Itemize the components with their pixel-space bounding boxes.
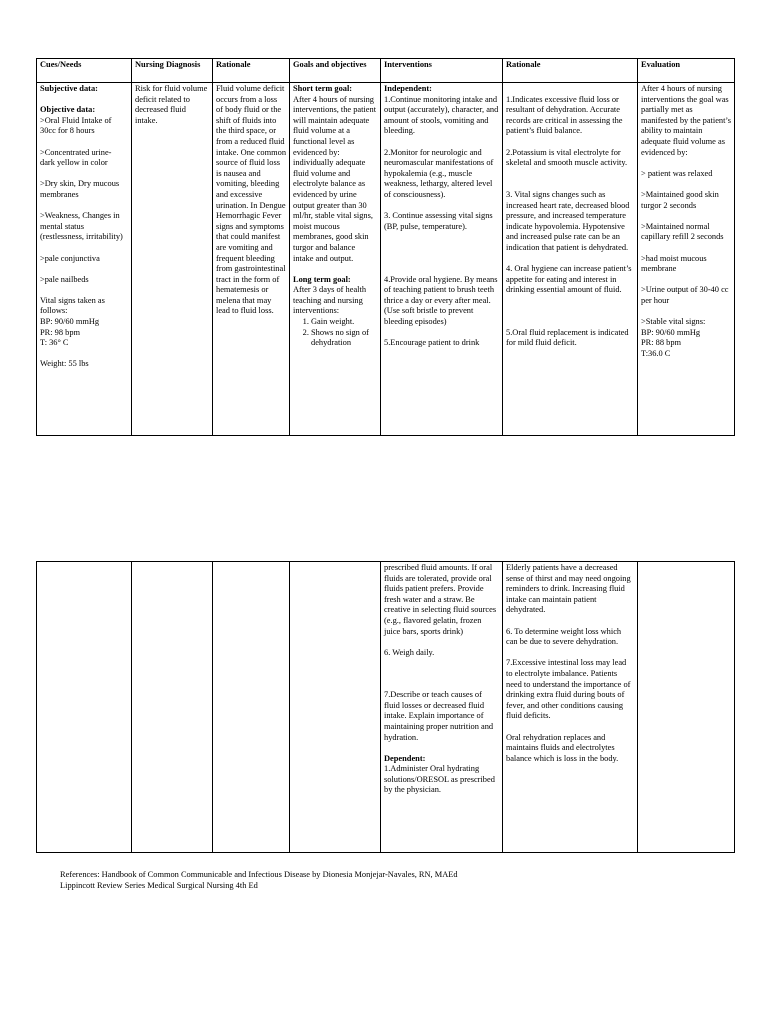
header-cues: Cues/Needs [37, 59, 132, 83]
cue-item: >pale nailbeds [40, 274, 89, 284]
rationale-item: 4. Oral hygiene can increase patient’s appetite for eating and interest in drinking essential amount of fluid. [506, 264, 632, 295]
goal-list [293, 317, 377, 349]
header-rationale-2: Rationale [503, 59, 638, 83]
header-evaluation: Evaluation [638, 59, 735, 83]
goals-cell [290, 83, 381, 436]
weight: Weight: 55 lbs [40, 359, 89, 369]
header-rationale: Rationale [213, 59, 290, 83]
intervention-item: 1.Continue monitoring intake and output (accurately), character, and amount of stools, vomiting and bleeding. [384, 94, 499, 136]
long-term-goal-label: Long term goal: [293, 274, 351, 284]
rationale-item: Elderly patients have a decreased sense of thirst and may need ongoing reminders to drink. Increasing fluid intake can maintain patient dehydrated. [506, 563, 631, 615]
header-goals: Goals and objectives [290, 59, 381, 83]
rationale-2-cell [503, 83, 638, 436]
rationale-item: 1.Indicates excessive fluid loss or resultant of dehydration. Accurate records are critical in assessing the patient’s fluid balance. [506, 94, 623, 136]
evaluation-vitals-label: >Stable vital signs: [641, 317, 706, 327]
header-row [37, 59, 735, 83]
vitals-label: Vital signs taken as follows: [40, 295, 105, 316]
vital-bp: BP: 90/60 mmHg [40, 317, 100, 327]
diagnosis-text: Risk for fluid volume deficit related to decreased fluid intake. [135, 84, 208, 125]
content-row [37, 83, 735, 436]
independent-label: Independent: [384, 84, 432, 93]
cue-item: >pale conjunctiva [40, 253, 100, 263]
care-plan-table-part2 [36, 561, 735, 853]
intervention-item: 3. Continue assessing vital signs (BP, pulse, temperature). [384, 211, 493, 231]
intervention-item: 2.Monitor for neurologic and neuromascular manifestations of hypokalemia (e.g., muscle weakness, lethargy, altered level of consciousness). [384, 147, 494, 199]
evaluation-cell [638, 83, 735, 436]
vital-pr: PR: 98 bpm [40, 327, 81, 337]
objective-label: Objective data: [40, 105, 96, 115]
rationale-item: 7.Excessive intestinal loss may lead to electrolyte imbalance. Patients need to understand the importance of drinking extra fluid during bouts of fever, and other conditions causing fluid deficits. [506, 658, 631, 721]
intervention-item: 4.Provide oral hygiene. By means of teaching patient to brush teeth thrice a day or every after meal. (Use soft bristle to prevent bleeding episodes) [384, 274, 498, 327]
reference-line: References: Handbook of Common Communicable and Infectious Disease by Dionesia Monjejar-Navales, RN, MAEd [60, 870, 458, 879]
reference-line: Lippincott Review Series Medical Surgical Nursing 4th Ed [60, 881, 258, 890]
evaluation-item: >had moist mucous membrane [641, 253, 707, 274]
evaluation-intro: After 4 hours of nursing interventions the goal was partially met as manifested by the patient’s ability to maintain adequate fluid volume as evidenced by: [641, 84, 732, 157]
references [60, 869, 458, 891]
rationale-cell [213, 83, 290, 436]
long-term-goal-text: After 3 days of health teaching and nursing interventions: [293, 285, 367, 316]
cues-cell [37, 83, 132, 436]
diagnosis-cell [132, 83, 213, 436]
evaluation-item: >Maintained good skin turgor 2 seconds [641, 189, 719, 210]
interventions-cell [381, 83, 503, 436]
intervention-item: 1.Administer Oral hydrating solutions/ORESOL as prescribed by the physician. [384, 764, 495, 795]
cue-item: >Weakness, Changes in mental status (restlessness, irritability) [40, 211, 123, 242]
subjective-label: Subjective data: [40, 84, 98, 93]
rationale-item: 6. To determine weight loss which can be due to severe dehydration. [506, 626, 622, 647]
rationale-cell-empty [213, 562, 290, 853]
cues-cell-empty [37, 562, 132, 853]
evaluation-item: >Maintained normal capillary refill 2 seconds [641, 221, 724, 242]
intervention-item: prescribed fluid amounts. If oral fluids are tolerated, provide oral fluids patient prefers. Provide fresh water and a straw. Be creative in selecting fluid sources (e.g., flavored gelatin, frozen juice bars, sports drink) [384, 563, 497, 636]
rationale-2-cell-continued [503, 562, 638, 853]
content-row-continued [37, 562, 735, 853]
diagnosis-cell-empty [132, 562, 213, 853]
intervention-item: 6. Weigh daily. [384, 647, 435, 657]
evaluation-cell-empty [638, 562, 735, 853]
cue-item: >Dry skin, Dry mucous membranes [40, 179, 120, 199]
rationale-item: Oral rehydration replaces and maintains fluids and electrolytes balance which is loss in the body. [506, 732, 619, 763]
evaluation-pr: PR: 88 bpm [641, 338, 682, 348]
header-diagnosis: Nursing Diagnosis [132, 59, 213, 83]
rationale-item: 3. Vital signs changes such as increased heart rate, decreased blood pressure, and increased temperature indicate hypovolemia. Hypotensive and increased pulse rate can be an indication that patient is dehydrated. [506, 189, 630, 252]
short-term-goal-text: After 4 hours of nursing interventions, the patient will maintain adequate fluid volume at a functional level as evidenced by: individually adequate fluid volume and electrolyte balance as evidenced by urine output greater than 30 ml/hr, stable vital signs, moist mucous membranes, good skin turgor and balance intake and output. [293, 94, 377, 263]
evaluation-temp: T:36.0 C [641, 348, 671, 358]
interventions-cell-continued [381, 562, 503, 853]
care-plan-table-part1 [36, 58, 735, 436]
goal-list-item: 1. Gain weight. [311, 317, 377, 328]
intervention-item: 5.Encourage patient to drink [384, 338, 480, 348]
rationale-item: 2.Potassium is vital electrolyte for skeletal and smooth muscle activity. [506, 147, 628, 168]
header-interventions: Interventions [381, 59, 503, 83]
rationale-item: 5.Oral fluid replacement is indicated for mild fluid deficit. [506, 327, 629, 348]
goals-cell-empty [290, 562, 381, 853]
goal-list-item: 2. Shows no sign of dehydration [311, 328, 377, 349]
rationale-text: Fluid volume deficit occurs from a loss of body fluid or the shift of fluids into the third space, or from a reduced fluid intake. One common source of fluid loss is nausea and vomiting, bleeding and excessive urination. In Dengue Hemorrhagic Fever signs and symptoms that could manifest are vomiting and frequent bleeding from gastrointestinal tract in the form of hematemesis or melena that may lead to fluid loss. [216, 84, 287, 316]
evaluation-item: > patient was relaxed [641, 168, 713, 178]
vital-temp: T: 36° C [40, 338, 69, 348]
dependent-label: Dependent: [384, 753, 426, 763]
evaluation-item: >Urine output of 30-40 cc per hour [641, 285, 729, 305]
short-term-goal-label: Short term goal: [293, 84, 353, 93]
cue-item: >Oral Fluid Intake of 30cc for 8 hours [40, 115, 112, 136]
evaluation-bp: BP: 90/60 mmHg [641, 327, 701, 337]
intervention-item: 7.Describe or teach causes of fluid losses or decreased fluid intake. Explain importance of maintaining proper nutrition and hydration. [384, 690, 494, 742]
cue-item: >Concentrated urine- dark yellow in color [40, 147, 112, 168]
